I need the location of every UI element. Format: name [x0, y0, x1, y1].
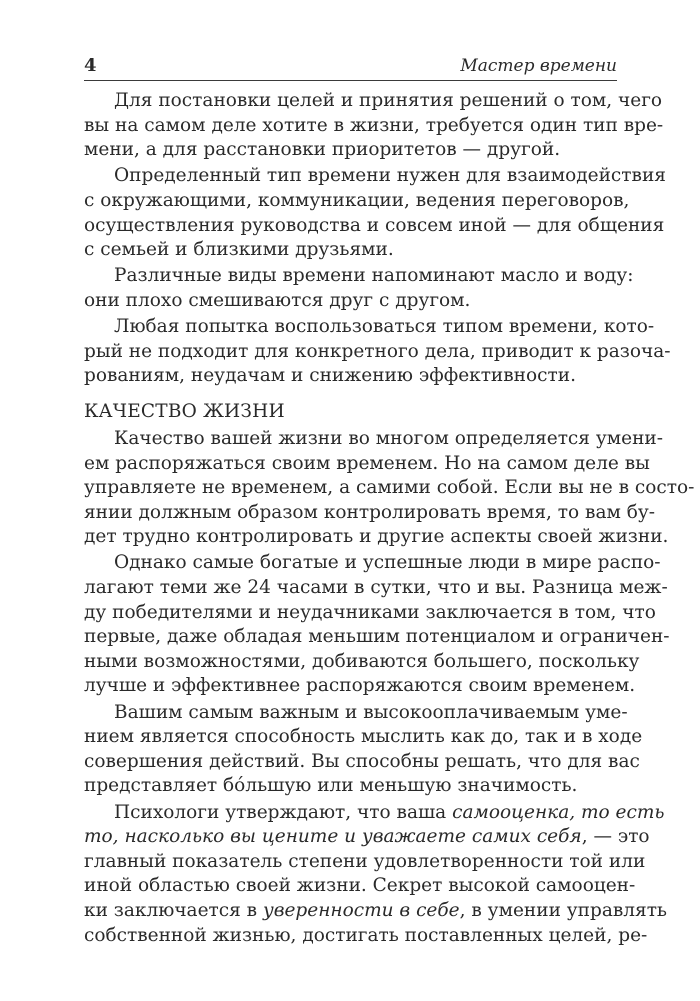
text-line: Различные виды времени напоминают масло и воду: [114, 265, 634, 287]
text-line: нием является способность мыслить как до, так и в ходе [84, 726, 643, 748]
text-line: рованиям, неудачам и снижению эффективности. [84, 365, 576, 387]
text-line [84, 801, 665, 826]
text-line: рый не подходит для конкретного дела, приводит к разоча- [84, 340, 671, 362]
paragraph [84, 551, 670, 699]
text-line: янии должным образом контролировать время, то вам бу- [84, 501, 656, 523]
text-line: ду победителями и неудачниками заключается в том, что [84, 601, 656, 623]
emphasis-text: уверенности в себе [262, 899, 460, 921]
emphasis-text: самооценка, то есть [452, 801, 665, 823]
emphasis-text: то, насколько вы цените и уважаете самих себя [84, 826, 582, 848]
text-line: лагают теми же 24 часами в сутки, что и вы. Разница меж- [84, 577, 668, 599]
text-line [84, 899, 668, 924]
text-line: Качество вашей жизни во многом определяется умени- [114, 427, 663, 449]
page-number: 4 [84, 55, 97, 76]
text-run: Психологи утверждают, что ваша [114, 801, 453, 823]
text-line: ем распоряжаться своим временем. Но на самом деле вы [84, 452, 650, 474]
text-line: Для постановки целей и принятия решений о том, чего [114, 90, 663, 111]
text-line: представляет бóльшую или меньшую значимость. [84, 775, 578, 797]
page-body [84, 89, 695, 948]
paragraph [84, 315, 671, 389]
text-line: иной областью своей жизни. Секрет высокой самооцен- [84, 875, 636, 897]
text-line: главный показатель степени удовлетворенности той или [84, 850, 646, 872]
paragraph [84, 89, 664, 163]
text-line: Вашим самым важным и высокооплачиваемым уме- [114, 701, 628, 723]
text-line: ными возможностями, добиваются большего, поскольку [84, 650, 640, 672]
text-line: Однако самые богатые и успешные люди в мире распо- [114, 552, 661, 574]
text-line: осуществления руководства и совсем иной — для общения [84, 214, 665, 236]
paragraph [84, 427, 695, 550]
text-run: ки заключается в [84, 899, 263, 921]
section-heading: КАЧЕСТВО ЖИЗНИ [84, 400, 285, 422]
text-line: с семьей и близкими друзьями. [84, 239, 394, 261]
paragraph [84, 264, 634, 313]
paragraph [84, 701, 643, 799]
text-line: вы на самом деле хотите в жизни, требуется один тип вре- [84, 114, 664, 136]
text-run: , в умении управлять [459, 899, 668, 921]
paragraph [84, 801, 668, 949]
text-line: собственной жизнью, достигать поставленных целей, ре- [84, 924, 648, 946]
text-line: дет трудно контролировать и другие аспекты своей жизни. [84, 526, 669, 548]
text-line: Любая попытка воспользоваться типом времени, кото- [114, 316, 655, 338]
text-line: Определенный тип времени нужен для взаимодействия [114, 165, 666, 187]
text-line: с окружающими, коммуникации, ведения переговоров, [84, 189, 630, 211]
text-run: , — это [581, 826, 650, 848]
text-line: мени, а для расстановки приоритетов — другой. [84, 139, 561, 161]
running-title: Мастер времени [460, 56, 617, 76]
text-line: они плохо смешиваются друг с другом. [84, 289, 471, 311]
text-line: лучше и эффективнее распоряжаются своим временем. [84, 675, 636, 697]
page-header [84, 46, 617, 81]
text-line: первые, даже обладая меньшим потенциалом и ограничен- [84, 626, 670, 648]
paragraph [84, 164, 666, 262]
text-line: управляете не временем, а самими собой. Если вы не в состо- [84, 477, 695, 499]
text-line: совершения действий. Вы способны решать, что для вас [84, 750, 640, 772]
text-line [84, 825, 650, 850]
